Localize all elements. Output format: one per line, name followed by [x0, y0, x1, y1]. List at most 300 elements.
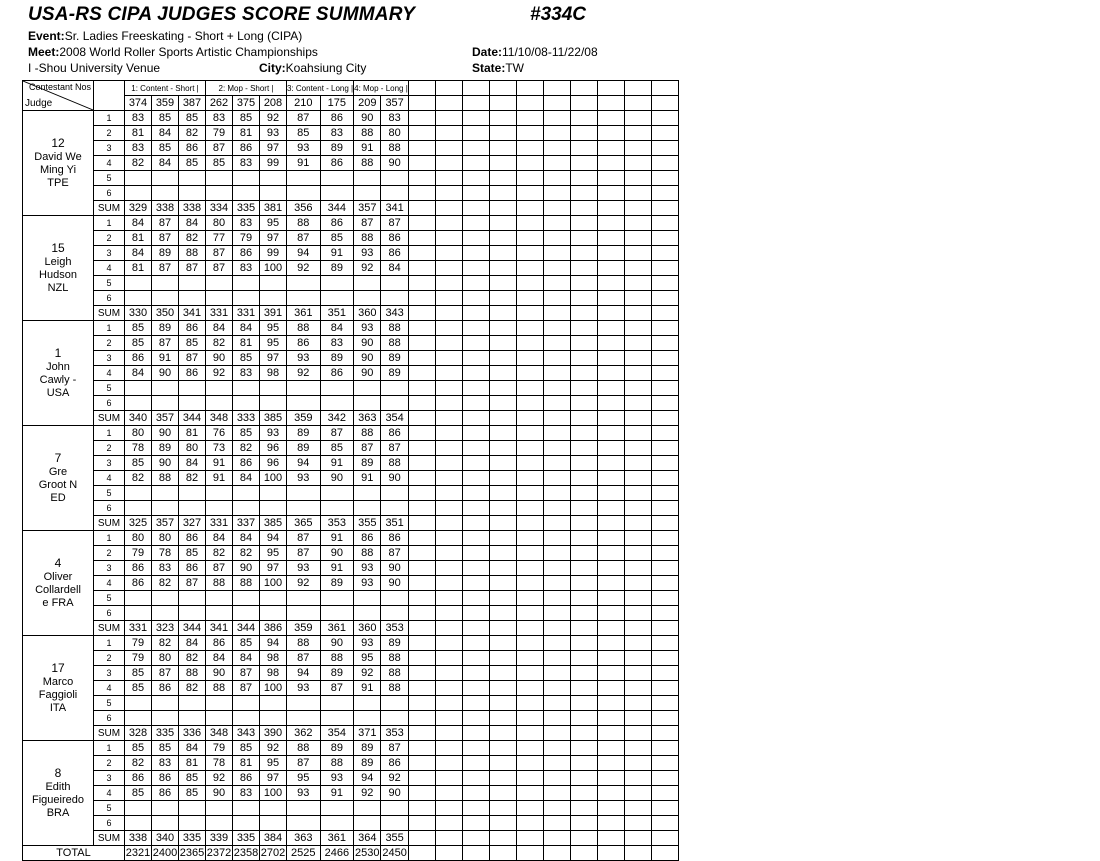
score-cell: 82 — [179, 681, 206, 696]
contestant-number-9: 209 — [354, 96, 381, 111]
sum-cell: 333 — [233, 411, 260, 426]
blank-cell — [543, 651, 570, 666]
total-cell: 2321 — [125, 846, 151, 859]
blank-cell — [624, 411, 651, 426]
blank-cell — [489, 291, 516, 306]
judge-name-line-3: BRA — [46, 806, 70, 819]
score-cell: 87 — [287, 546, 321, 561]
blank-cell — [516, 741, 543, 756]
blank-cell — [651, 171, 678, 186]
scores-table — [22, 80, 679, 861]
score-cell: 86 — [152, 786, 179, 801]
score-cell: 85 — [320, 231, 354, 246]
blank-cell — [624, 591, 651, 606]
score-cell: 100 — [260, 471, 287, 486]
blank-cell — [543, 351, 570, 366]
blank-cell — [489, 126, 516, 141]
score-cell — [125, 591, 152, 606]
score-cell: 84 — [206, 651, 233, 666]
blank-cell — [597, 336, 624, 351]
blank-cell — [435, 411, 462, 426]
blank-cell — [435, 756, 462, 771]
score-cell: 84 — [179, 741, 206, 756]
score-cell: 90 — [354, 366, 381, 381]
blank-cell — [543, 756, 570, 771]
blank-cell — [597, 696, 624, 711]
score-cell: 78 — [206, 756, 233, 771]
blank-cell — [408, 651, 435, 666]
blank-cell — [408, 201, 435, 216]
blank-cell — [408, 306, 435, 321]
score-cell — [381, 291, 408, 306]
blank-cell — [489, 201, 516, 216]
score-cell: 87 — [287, 651, 321, 666]
nos-header — [94, 81, 125, 111]
score-cell: 81 — [125, 261, 152, 276]
blank-cell — [489, 561, 516, 576]
score-cell: 86 — [381, 756, 408, 771]
score-cell — [260, 171, 287, 186]
sum-cell: 362 — [287, 726, 321, 741]
blank-cell — [435, 366, 462, 381]
score-cell: 95 — [287, 771, 321, 786]
score-cell: 92 — [260, 741, 287, 756]
blank-cell — [408, 606, 435, 621]
score-cell: 80 — [179, 441, 206, 456]
blank-cell — [435, 546, 462, 561]
score-cell — [354, 711, 381, 726]
score-cell: 91 — [206, 471, 233, 486]
score-cell: 100 — [260, 681, 287, 696]
score-cell: 86 — [233, 771, 260, 786]
blank-cell — [543, 456, 570, 471]
blank-cell — [651, 681, 678, 696]
score-cell: 87 — [354, 216, 381, 231]
score-cell: 98 — [260, 366, 287, 381]
score-cell: 86 — [179, 321, 206, 336]
sum-cell: 343 — [233, 726, 260, 741]
blank-cell — [597, 741, 624, 756]
score-cell: 88 — [381, 141, 408, 156]
score-cell — [287, 591, 321, 606]
blank-cell — [408, 291, 435, 306]
score-cell: 80 — [152, 651, 179, 666]
score-cell — [152, 486, 179, 501]
blank-cell — [597, 306, 624, 321]
blank-cell — [435, 156, 462, 171]
score-cell: 88 — [354, 231, 381, 246]
blank-cell — [489, 846, 516, 861]
judge-number: 12 — [51, 135, 65, 150]
round-label: 6 — [94, 606, 125, 621]
round-label: 3 — [94, 771, 125, 786]
judge-cell — [23, 321, 94, 426]
blank-cell — [597, 546, 624, 561]
blank-cell — [624, 516, 651, 531]
blank-cell — [408, 111, 435, 126]
score-cell — [179, 606, 206, 621]
blank-cell — [489, 831, 516, 846]
sum-cell: 330 — [125, 306, 152, 321]
score-cell: 89 — [320, 741, 354, 756]
blank-cell — [408, 156, 435, 171]
blank-cell — [651, 711, 678, 726]
blank-cell — [570, 381, 597, 396]
score-cell: 90 — [381, 471, 408, 486]
blank-cell — [489, 816, 516, 831]
blank-cell — [651, 246, 678, 261]
score-cell: 85 — [179, 546, 206, 561]
blank-cell — [597, 276, 624, 291]
sum-cell: 340 — [152, 831, 179, 846]
score-cell: 93 — [354, 636, 381, 651]
date-line — [472, 45, 598, 59]
sum-cell: 336 — [179, 726, 206, 741]
score-cell: 86 — [320, 216, 354, 231]
blank-cell — [462, 666, 489, 681]
table-row — [23, 576, 679, 591]
blank-cell — [624, 231, 651, 246]
blank-cell — [435, 591, 462, 606]
score-cell: 86 — [152, 771, 179, 786]
judge-sum-row — [23, 411, 679, 426]
blank-cell — [462, 321, 489, 336]
score-cell — [206, 801, 233, 816]
city-line — [259, 61, 366, 75]
blank-cell — [435, 216, 462, 231]
table-row — [23, 486, 679, 501]
score-cell: 90 — [152, 456, 179, 471]
sum-label: SUM — [94, 621, 125, 636]
sum-label: SUM — [94, 201, 125, 216]
blank-cell — [570, 291, 597, 306]
venue-line: I -Shou University Venue — [28, 61, 161, 75]
blank-cell — [543, 471, 570, 486]
score-cell: 95 — [260, 546, 287, 561]
blank-cell — [570, 411, 597, 426]
score-cell: 76 — [206, 426, 233, 441]
round-label: 3 — [94, 246, 125, 261]
score-cell — [320, 711, 354, 726]
judge-number: 7 — [54, 450, 62, 465]
judge-sum-row — [23, 726, 679, 741]
blank-cell — [462, 621, 489, 636]
blank-cell — [570, 111, 597, 126]
blank-cell — [624, 546, 651, 561]
header-blank-cell — [516, 81, 543, 96]
score-cell — [152, 171, 179, 186]
sum-cell: 359 — [287, 411, 321, 426]
blank-cell — [651, 786, 678, 801]
blank-cell — [651, 606, 678, 621]
header-blank-cell — [489, 96, 516, 111]
score-cell: 90 — [381, 156, 408, 171]
sum-cell: 391 — [260, 306, 287, 321]
blank-cell — [543, 111, 570, 126]
table-row — [23, 786, 679, 801]
blank-cell — [516, 231, 543, 246]
blank-cell — [408, 531, 435, 546]
blank-cell — [435, 771, 462, 786]
score-cell: 85 — [233, 636, 260, 651]
sum-label: SUM — [94, 411, 125, 426]
score-cell: 79 — [206, 741, 233, 756]
sum-cell: 356 — [287, 201, 321, 216]
score-cell: 91 — [320, 456, 354, 471]
blank-cell — [435, 111, 462, 126]
blank-cell — [489, 156, 516, 171]
score-cell: 95 — [260, 216, 287, 231]
score-cell: 95 — [260, 336, 287, 351]
blank-cell — [624, 171, 651, 186]
judge-name-line-2: Cawly - — [39, 373, 77, 386]
score-cell — [260, 816, 287, 831]
blank-cell — [489, 141, 516, 156]
contestant-number-5: 375 — [233, 96, 260, 111]
score-cell: 88 — [287, 636, 321, 651]
score-cell: 87 — [206, 246, 233, 261]
score-cell: 89 — [354, 741, 381, 756]
score-cell: 92 — [206, 366, 233, 381]
judge-name-line-1: Marco — [42, 675, 74, 688]
score-cell — [381, 486, 408, 501]
blank-cell — [489, 456, 516, 471]
score-cell: 89 — [320, 576, 354, 591]
total-cell: 2450 — [382, 846, 407, 859]
round-label: 1 — [94, 321, 125, 336]
table-row — [23, 381, 679, 396]
blank-cell — [543, 141, 570, 156]
blank-cell — [597, 786, 624, 801]
score-cell — [320, 381, 354, 396]
blank-cell — [408, 261, 435, 276]
blank-cell — [570, 651, 597, 666]
blank-cell — [570, 246, 597, 261]
header-blank-cell — [624, 96, 651, 111]
meet-line — [28, 45, 318, 59]
blank-cell — [597, 321, 624, 336]
score-cell: 85 — [206, 156, 233, 171]
contestant-number-7: 210 — [287, 96, 321, 111]
blank-cell — [624, 156, 651, 171]
score-cell — [179, 501, 206, 516]
blank-cell — [624, 666, 651, 681]
score-cell: 99 — [260, 156, 287, 171]
blank-cell — [543, 501, 570, 516]
score-cell — [260, 591, 287, 606]
score-cell: 89 — [381, 636, 408, 651]
blank-cell — [543, 711, 570, 726]
blank-cell — [570, 171, 597, 186]
sum-cell: 334 — [206, 201, 233, 216]
table-row — [23, 771, 679, 786]
score-cell: 89 — [381, 351, 408, 366]
blank-cell — [408, 141, 435, 156]
blank-cell — [543, 381, 570, 396]
score-cell — [381, 276, 408, 291]
judge-cell — [23, 426, 94, 531]
score-cell: 84 — [152, 156, 179, 171]
score-cell: 89 — [354, 456, 381, 471]
blank-cell — [435, 531, 462, 546]
score-cell: 79 — [206, 126, 233, 141]
score-cell — [179, 816, 206, 831]
score-cell: 97 — [260, 561, 287, 576]
score-cell: 81 — [179, 426, 206, 441]
sum-cell: 353 — [320, 516, 354, 531]
score-cell — [260, 501, 287, 516]
judge-name-line-2: Figueiredo — [32, 793, 84, 806]
score-cell: 85 — [320, 441, 354, 456]
table-row — [23, 276, 679, 291]
blank-cell — [516, 441, 543, 456]
blank-cell — [516, 321, 543, 336]
blank-cell — [408, 516, 435, 531]
score-cell: 87 — [381, 216, 408, 231]
score-cell: 98 — [260, 666, 287, 681]
round-label: 2 — [94, 441, 125, 456]
blank-cell — [570, 711, 597, 726]
blank-cell — [408, 171, 435, 186]
blank-cell — [651, 306, 678, 321]
score-cell: 93 — [260, 426, 287, 441]
date-value: 11/10/08-11/22/08 — [502, 45, 598, 59]
sum-cell: 339 — [206, 831, 233, 846]
round-label: 3 — [94, 351, 125, 366]
score-cell — [320, 486, 354, 501]
blank-cell — [462, 726, 489, 741]
sum-cell: 342 — [320, 411, 354, 426]
round-label: 3 — [94, 456, 125, 471]
score-cell — [260, 396, 287, 411]
score-cell: 86 — [125, 576, 152, 591]
blank-cell — [462, 711, 489, 726]
score-cell: 82 — [233, 441, 260, 456]
blank-cell — [597, 366, 624, 381]
blank-cell — [570, 606, 597, 621]
score-cell: 83 — [233, 216, 260, 231]
round-label: 1 — [94, 741, 125, 756]
blank-cell — [570, 741, 597, 756]
blank-cell — [651, 291, 678, 306]
blank-cell — [489, 771, 516, 786]
score-cell: 93 — [320, 771, 354, 786]
meet-label: Meet: — [28, 45, 60, 59]
blank-cell — [570, 216, 597, 231]
table-row — [23, 396, 679, 411]
blank-cell — [489, 411, 516, 426]
score-cell: 87 — [206, 561, 233, 576]
blank-cell — [570, 846, 597, 861]
round-label: 6 — [94, 396, 125, 411]
blank-cell — [489, 276, 516, 291]
score-cell: 88 — [287, 741, 321, 756]
blank-cell — [435, 786, 462, 801]
score-cell: 92 — [287, 576, 321, 591]
blank-cell — [408, 786, 435, 801]
blank-cell — [516, 846, 543, 861]
blank-cell — [516, 801, 543, 816]
score-cell: 86 — [179, 561, 206, 576]
judge-name-line-2: Hudson — [39, 268, 77, 281]
round-label: 6 — [94, 501, 125, 516]
blank-cell — [570, 726, 597, 741]
score-cell — [260, 291, 287, 306]
blank-cell — [624, 801, 651, 816]
score-cell: 86 — [125, 351, 152, 366]
group-header-3: 3: Content - Long | — [287, 81, 354, 96]
sum-cell: 338 — [152, 201, 179, 216]
blank-cell — [651, 141, 678, 156]
blank-cell — [624, 636, 651, 651]
blank-cell — [543, 546, 570, 561]
score-cell: 86 — [381, 426, 408, 441]
blank-cell — [570, 276, 597, 291]
score-cell — [152, 291, 179, 306]
blank-cell — [624, 141, 651, 156]
score-cell: 97 — [260, 231, 287, 246]
blank-cell — [597, 231, 624, 246]
blank-cell — [516, 156, 543, 171]
blank-cell — [516, 456, 543, 471]
blank-cell — [597, 426, 624, 441]
score-cell: 93 — [287, 561, 321, 576]
blank-cell — [624, 621, 651, 636]
blank-cell — [624, 756, 651, 771]
score-cell: 87 — [152, 231, 179, 246]
blank-cell — [489, 666, 516, 681]
blank-cell — [597, 261, 624, 276]
score-cell: 92 — [354, 786, 381, 801]
blank-cell — [543, 606, 570, 621]
score-cell — [260, 606, 287, 621]
sum-cell: 335 — [233, 831, 260, 846]
blank-cell — [489, 336, 516, 351]
score-cell — [206, 606, 233, 621]
score-cell: 84 — [381, 261, 408, 276]
score-cell — [320, 816, 354, 831]
score-cell — [320, 591, 354, 606]
blank-cell — [435, 816, 462, 831]
sum-cell: 331 — [233, 306, 260, 321]
judge-sum-row — [23, 201, 679, 216]
blank-cell — [435, 831, 462, 846]
blank-cell — [435, 201, 462, 216]
score-cell — [233, 606, 260, 621]
score-cell: 85 — [179, 786, 206, 801]
score-cell: 80 — [125, 531, 152, 546]
blank-cell — [651, 816, 678, 831]
score-cell: 89 — [152, 321, 179, 336]
blank-cell — [543, 666, 570, 681]
blank-cell — [489, 546, 516, 561]
header-blank-cell — [462, 96, 489, 111]
blank-cell — [489, 261, 516, 276]
blank-cell — [624, 561, 651, 576]
score-cell — [125, 711, 152, 726]
score-cell: 98 — [260, 651, 287, 666]
score-cell: 85 — [125, 336, 152, 351]
blank-cell — [516, 411, 543, 426]
blank-cell — [651, 621, 678, 636]
table-row — [23, 111, 679, 126]
blank-cell — [570, 186, 597, 201]
blank-cell — [462, 786, 489, 801]
score-cell — [381, 501, 408, 516]
score-cell: 88 — [381, 321, 408, 336]
header-blank-cell — [597, 81, 624, 96]
blank-cell — [489, 366, 516, 381]
